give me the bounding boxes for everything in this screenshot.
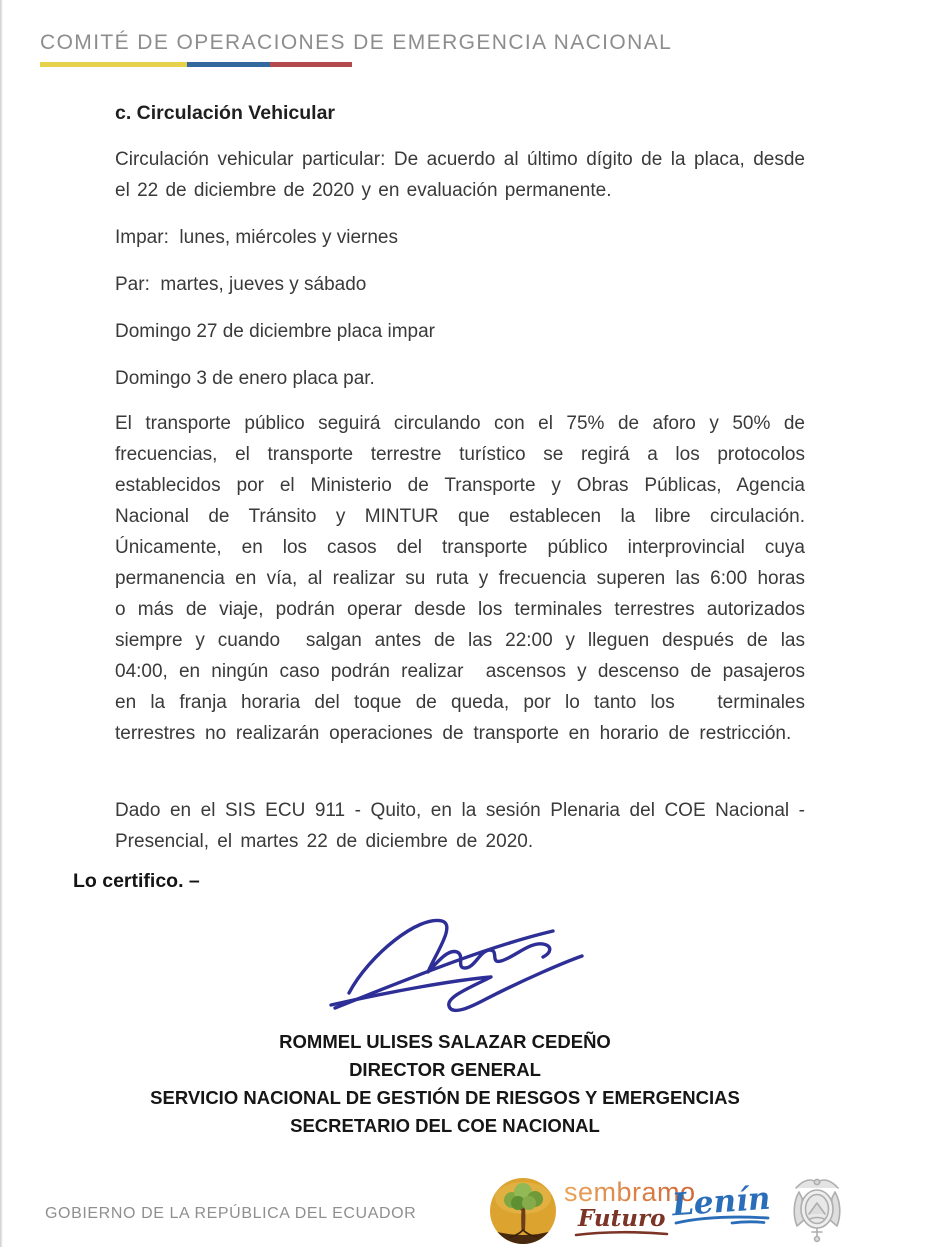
intro-paragraph: Circulación vehicular particular: De acuerdo al último dígito de la placa, desde el 22 de diciembre de 2020 y en evaluación permanente.	[115, 149, 813, 201]
government-footer-label: GOBIERNO DE LA REPÚBLICA DEL ECUADOR	[45, 1205, 417, 1222]
closing-paragraph: Dado en el SIS ECU 911 - Quito, en la sesión Plenaria del COE Nacional - Presencial, el martes 22 de diciembre de 2020.	[115, 800, 814, 852]
signatory-secretary-title: SECRETARIO DEL COE NACIONAL	[290, 1115, 600, 1136]
scan-edge-shadow	[0, 0, 3, 1247]
flag-bar-blue-segment	[187, 62, 270, 67]
signatory-role: DIRECTOR GENERAL	[349, 1059, 541, 1080]
section-heading: c. Circulación Vehicular	[115, 102, 336, 124]
schedule-line-par: Par: martes, jueves y sábado	[115, 274, 367, 295]
document-body	[115, 101, 815, 857]
schedule-line-domingo-27: Domingo 27 de diciembre placa impar	[115, 321, 435, 342]
ecuador-flag-bar	[40, 62, 352, 67]
signatory-name: ROMMEL ULISES SALAZAR CEDEÑO	[279, 1031, 611, 1052]
flag-bar-yellow-segment	[40, 62, 187, 67]
signatory-block	[75, 1028, 815, 1140]
certification-line: Lo certifico. –	[73, 870, 200, 892]
signatory-institution: SERVICIO NACIONAL DE GESTIÓN DE RIESGOS Y EMERGENCIAS	[150, 1087, 740, 1108]
futuro-word: Futuro	[578, 1205, 666, 1232]
sembramos-word: sembramos	[564, 1177, 710, 1207]
lenin-word: Lenín	[670, 1180, 772, 1224]
document-header-title: COMITÉ DE OPERACIONES DE EMERGENCIA NACIONAL	[40, 31, 673, 54]
flag-bar-red-segment	[270, 62, 352, 67]
schedule-line-domingo-3: Domingo 3 de enero placa par.	[115, 368, 375, 389]
lenin-signature-logo	[670, 1180, 782, 1226]
ecuador-coat-of-arms-icon	[788, 1176, 846, 1244]
transport-paragraph: El transporte público seguirá circulando con el 75% de aforo y 50% de frecuencias, el transporte terrestre turístico se regirá a los protocolos establecidos por el Ministerio de Transporte y Obras Públicas, Agencia Nacional de Tránsito y MINTUR que establecen la libre circulación. Únicamente, en los casos del transporte público interprovincial cuya permanencia en vía, al realizar su ruta y frecuencia superen las 6:00 horas o más de viaje, podrán operar desde los terminales terrestres autorizados siempre y cuando salgan antes de las 22:00 y lleguen después de las 04:00, en ningún caso podrán realizar ascensos y descenso de pasajeros en la franja horaria del toque de queda, por lo tanto los terminales terrestres no realizarán operaciones de transporte en horario de restricción.	[115, 413, 815, 744]
handwritten-signature	[285, 895, 605, 1035]
schedule-line-impar: Impar: lunes, miércoles y viernes	[115, 227, 398, 248]
sembramos-futuro-tree-icon	[488, 1176, 558, 1246]
